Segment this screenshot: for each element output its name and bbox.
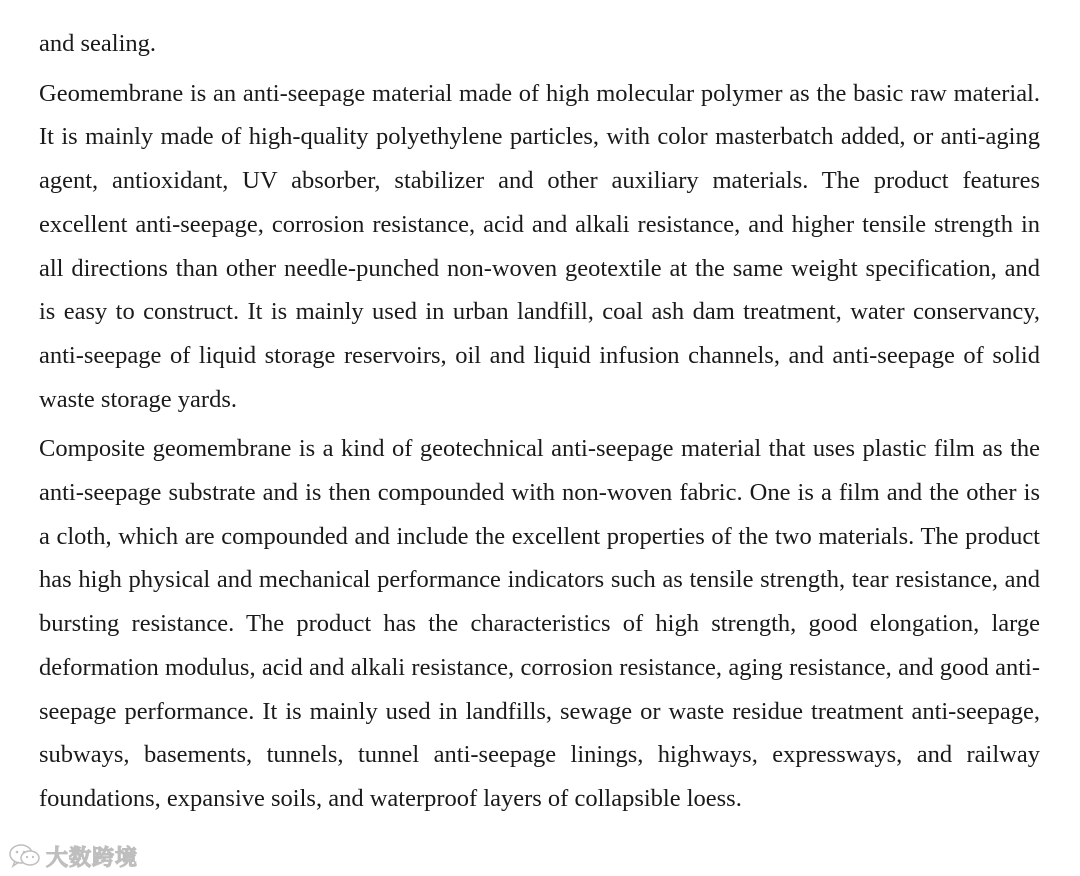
paragraph-composite-geomembrane: Composite geomembrane is a kind of geotechnical anti-seepage material that uses plastic film as the anti-seepage substrate and is then compounded with non-woven fabric. One is a film and the other is a cloth, which are compounded and include the excellent properties of the two materials. The product has high physical and mechanical performance indicators such as tensile strength, tear resistance, and bursting resistance. The product has the characteristics of high strength, good elongation, large deformation modulus, acid and alkali resistance, corrosion resistance, aging resistance, and good anti-seepage performance. It is mainly used in landfills, sewage or waste residue treatment anti-seepage, subways, basements, tunnels, tunnel anti-seepage linings, highways, expressways, and railway foundations, expansive soils, and waterproof layers of collapsible loess. (39, 435, 1040, 812)
watermark-text: 大数跨境 (46, 845, 139, 871)
paragraph-geomembrane: Geomembrane is an anti-seepage material made of high molecular polymer as the basic raw material. It is mainly made of high-quality polyethylene particles, with color masterbatch added, or anti-aging agent, antioxidant, UV absorber, stabilizer and other auxiliary materials. The product features excellent anti-seepage, corrosion resistance, acid and alkali resistance, and higher tensile strength in all directions than other needle-punched non-woven geotextile at the same weight specification, and is easy to construct. It is mainly used in urban landfill, coal ash dam treatment, water conservancy, anti-seepage of liquid storage reservoirs, oil and liquid infusion channels, and anti-seepage of solid waste storage yards. (39, 79, 1040, 413)
paragraph-continuation: and sealing. (39, 30, 157, 57)
